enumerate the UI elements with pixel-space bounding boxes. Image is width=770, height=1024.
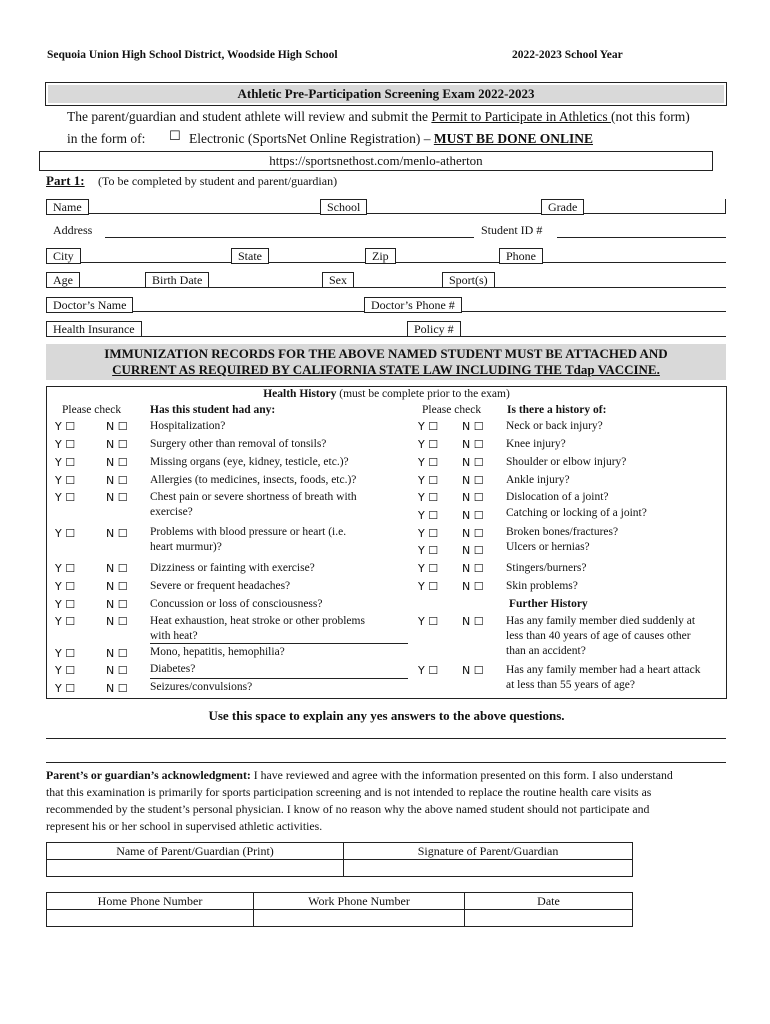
electronic-option — [189, 131, 593, 147]
yes-checkbox[interactable]: Y ☐ — [55, 438, 76, 451]
further-history-head: Further History — [509, 598, 588, 610]
no-checkbox[interactable]: N ☐ — [462, 456, 484, 469]
yes-checkbox[interactable]: Y ☐ — [55, 491, 76, 504]
yes-checkbox[interactable]: Y ☐ — [418, 438, 439, 451]
name-label: Name — [46, 199, 89, 215]
student-id-field[interactable] — [557, 237, 726, 238]
yes-checkbox[interactable]: Y ☐ — [418, 580, 439, 593]
no-checkbox[interactable]: N ☐ — [106, 664, 128, 677]
no-checkbox[interactable]: N ☐ — [462, 491, 484, 504]
form-title: Athletic Pre-Participation Screening Exam 2022-2023 — [48, 85, 724, 103]
no-checkbox[interactable]: N ☐ — [462, 615, 484, 628]
yes-checkbox[interactable]: Y ☐ — [418, 491, 439, 504]
phone-label: Phone — [499, 248, 543, 264]
yes-checkbox[interactable]: Y ☐ — [55, 664, 76, 677]
health-title-note: (must be complete prior to the exam) — [336, 388, 510, 400]
health-history-table — [46, 386, 727, 699]
left-column-head: Has this student had any: — [150, 404, 276, 416]
hh-right-item: Catching or locking of a joint? — [506, 507, 647, 519]
hh-left-item: Problems with blood pressure or heart (i.e. — [150, 526, 347, 538]
health-history-title — [46, 387, 727, 402]
hh-left-item: Dizziness or fainting with exercise? — [150, 562, 315, 574]
age-label: Age — [46, 272, 80, 288]
no-checkbox[interactable]: N ☐ — [462, 580, 484, 593]
must-online-text: MUST BE DONE ONLINE — [433, 131, 593, 146]
further-item: than an accident? — [506, 645, 586, 657]
grade-label: Grade — [541, 199, 584, 215]
no-checkbox[interactable]: N ☐ — [106, 615, 128, 628]
hh-right-item: Knee injury? — [506, 438, 566, 450]
no-checkbox[interactable]: N ☐ — [106, 682, 128, 695]
no-checkbox[interactable]: N ☐ — [106, 562, 128, 575]
yes-checkbox[interactable]: Y ☐ — [55, 647, 76, 660]
hh-left-item: Hospitalization? — [150, 420, 226, 432]
signature-table — [46, 842, 633, 877]
hh-right-item: Dislocation of a joint? — [506, 491, 609, 503]
sports-label: Sport(s) — [442, 272, 495, 288]
date-header: Date — [465, 893, 633, 910]
home-phone-field[interactable] — [47, 910, 254, 927]
no-checkbox[interactable]: N ☐ — [462, 544, 484, 557]
ack-bold: Parent’s or guardian’s acknowledgment: — [46, 768, 251, 782]
immunization-line-1: IMMUNIZATION RECORDS FOR THE ABOVE NAMED STUDENT MUST BE ATTACHED AND — [104, 346, 668, 361]
work-phone-header: Work Phone Number — [254, 893, 465, 910]
no-checkbox[interactable]: N ☐ — [106, 420, 128, 433]
electronic-text: Electronic (SportsNet Online Registration) – — [189, 131, 434, 146]
hh-left-item: Missing organs (eye, kidney, testicle, etc.)? — [150, 456, 349, 468]
hh-right-item: Ankle injury? — [506, 474, 570, 486]
rule — [150, 678, 408, 679]
yes-checkbox[interactable]: Y ☐ — [418, 562, 439, 575]
address-label: Address — [53, 223, 93, 237]
hh-right-item: Shoulder or elbow injury? — [506, 456, 627, 468]
hh-left-item: Concussion or loss of consciousness? — [150, 598, 323, 610]
doctor-name-label: Doctor’s Name — [46, 297, 133, 313]
yes-checkbox[interactable]: Y ☐ — [418, 615, 439, 628]
name-row-line — [46, 213, 726, 214]
hh-left-item: Diabetes? — [150, 663, 196, 675]
ack-line-4: represent his or her school in supervised athletic activities. — [46, 819, 323, 833]
yes-checkbox[interactable]: Y ☐ — [55, 474, 76, 487]
school-label: School — [320, 199, 367, 215]
acknowledgment — [46, 767, 736, 835]
ack-line-2: that this examination is primarily for sports participation screening and is not intended to replace the routine health care visits as — [46, 785, 652, 799]
insurance-row-line — [46, 336, 726, 337]
further-item: at less than 55 years of age? — [506, 679, 636, 691]
ack-text: I have reviewed and agree with the information presented on this form. I also understand — [250, 768, 673, 782]
yes-checkbox[interactable]: Y ☐ — [55, 615, 76, 628]
hh-right-item: Ulcers or hernias? — [506, 541, 590, 553]
parent-signature-field[interactable] — [344, 860, 633, 877]
no-checkbox[interactable]: N ☐ — [106, 438, 128, 451]
hh-left-item: exercise? — [150, 506, 193, 518]
immunization-line-2: CURRENT AS REQUIRED BY CALIFORNIA STATE LAW INCLUDING THE Tdap VACCINE. — [112, 362, 660, 377]
further-item: Has any family member died suddenly at — [506, 615, 696, 627]
no-checkbox[interactable]: N ☐ — [462, 438, 484, 451]
hh-right-item: Broken bones/fractures? — [506, 526, 619, 538]
zip-label: Zip — [365, 248, 396, 264]
yes-checkbox[interactable]: Y ☐ — [55, 456, 76, 469]
rule — [150, 643, 408, 644]
intro-text-b: (not this form) — [610, 109, 690, 124]
no-checkbox[interactable]: N ☐ — [106, 598, 128, 611]
no-checkbox[interactable]: N ☐ — [462, 527, 484, 540]
intro-text: The parent/guardian and student athlete will review and submit the — [67, 109, 432, 124]
intro-line-1 — [67, 109, 690, 125]
right-please-check: Please check — [422, 404, 482, 416]
school-year: 2022-2023 School Year — [512, 49, 623, 61]
no-checkbox[interactable]: N ☐ — [106, 491, 128, 504]
ack-line-3: recommended by the student’s personal physician. I know of no reason why the above named student should not participate and — [46, 802, 650, 816]
hh-right-item: Stingers/burners? — [506, 562, 587, 574]
no-checkbox[interactable]: N ☐ — [462, 420, 484, 433]
further-item: Has any family member had a heart attack — [506, 664, 701, 676]
hh-left-item: Allergies (to medicines, insects, foods, etc.)? — [150, 474, 357, 486]
left-please-check: Please check — [62, 404, 122, 416]
explain-heading: Use this space to explain any yes answers to the above questions. — [208, 708, 565, 723]
policy-label: Policy # — [407, 321, 461, 337]
no-checkbox[interactable]: N ☐ — [106, 527, 128, 540]
title-frame — [45, 82, 727, 106]
yes-checkbox[interactable]: Y ☐ — [55, 562, 76, 575]
parent-signature-header: Signature of Parent/Guardian — [344, 843, 633, 860]
hh-left-item: Chest pain or severe shortness of breath with — [150, 491, 357, 503]
further-item: less than 40 years of age of causes other — [506, 630, 691, 642]
no-checkbox[interactable]: N ☐ — [462, 474, 484, 487]
yes-checkbox[interactable]: Y ☐ — [55, 420, 76, 433]
city-label: City — [46, 248, 81, 264]
row-end-tick — [725, 199, 726, 214]
phone-table — [46, 892, 633, 927]
date-field[interactable] — [465, 910, 633, 927]
state-label: State — [231, 248, 269, 264]
no-checkbox[interactable]: N ☐ — [462, 562, 484, 575]
yes-checkbox[interactable]: Y ☐ — [418, 474, 439, 487]
sex-label: Sex — [322, 272, 354, 288]
hh-left-item: Severe or frequent headaches? — [150, 580, 291, 592]
health-title-bold: Health History — [263, 388, 337, 400]
no-checkbox[interactable]: N ☐ — [106, 647, 128, 660]
district-header: Sequoia Union High School District, Woodside High School — [47, 49, 338, 61]
part1-label: Part 1: — [46, 173, 85, 188]
yes-checkbox[interactable]: Y ☐ — [418, 420, 439, 433]
no-checkbox[interactable]: N ☐ — [106, 580, 128, 593]
hh-left-item: Heat exhaustion, heat stroke or other problems — [150, 615, 365, 627]
parent-name-header: Name of Parent/Guardian (Print) — [47, 843, 344, 860]
yes-checkbox[interactable]: Y ☐ — [55, 598, 76, 611]
home-phone-header: Home Phone Number — [47, 893, 254, 910]
no-checkbox[interactable]: N ☐ — [106, 474, 128, 487]
address-field[interactable] — [105, 237, 474, 238]
permit-link[interactable]: Permit to Participate in Athletics — [431, 109, 611, 124]
electronic-checkbox[interactable]: ☐ — [169, 129, 181, 144]
hh-left-item: Mono, hepatitis, hemophilia? — [150, 646, 285, 658]
no-checkbox[interactable]: N ☐ — [462, 664, 484, 677]
part1-note: (To be completed by student and parent/guardian) — [98, 174, 338, 188]
birth-date-label: Birth Date — [145, 272, 209, 288]
hh-left-item: Surgery other than removal of tonsils? — [150, 438, 327, 450]
hh-left-item: with heat? — [150, 630, 198, 642]
yes-checkbox[interactable]: Y ☐ — [418, 664, 439, 677]
explain-line[interactable] — [46, 762, 726, 763]
hh-right-item: Skin problems? — [506, 580, 578, 592]
no-checkbox[interactable]: N ☐ — [106, 456, 128, 469]
no-checkbox[interactable]: N ☐ — [462, 509, 484, 522]
hh-left-item: heart murmur)? — [150, 541, 222, 553]
doctor-phone-label: Doctor’s Phone # — [364, 297, 462, 313]
ack-line-1 — [46, 767, 736, 784]
yes-checkbox[interactable]: Y ☐ — [55, 580, 76, 593]
intro-label: in the form of: — [67, 131, 146, 146]
insurance-label: Health Insurance — [46, 321, 142, 337]
yes-checkbox[interactable]: Y ☐ — [418, 456, 439, 469]
yes-checkbox[interactable]: Y ☐ — [418, 527, 439, 540]
explain-line[interactable] — [46, 738, 726, 739]
immunization-banner — [46, 344, 726, 380]
parent-name-field[interactable] — [47, 860, 344, 877]
right-column-head: Is there a history of: — [507, 404, 607, 416]
registration-url[interactable]: https://sportsnethost.com/menlo-atherton — [39, 151, 713, 171]
yes-checkbox[interactable]: Y ☐ — [418, 544, 439, 557]
work-phone-field[interactable] — [254, 910, 465, 927]
hh-right-item: Neck or back injury? — [506, 420, 603, 432]
hh-left-item: Seizures/convulsions? — [150, 681, 253, 693]
yes-checkbox[interactable]: Y ☐ — [55, 527, 76, 540]
yes-checkbox[interactable]: Y ☐ — [55, 682, 76, 695]
student-id-label: Student ID # — [481, 223, 543, 237]
yes-checkbox[interactable]: Y ☐ — [418, 509, 439, 522]
